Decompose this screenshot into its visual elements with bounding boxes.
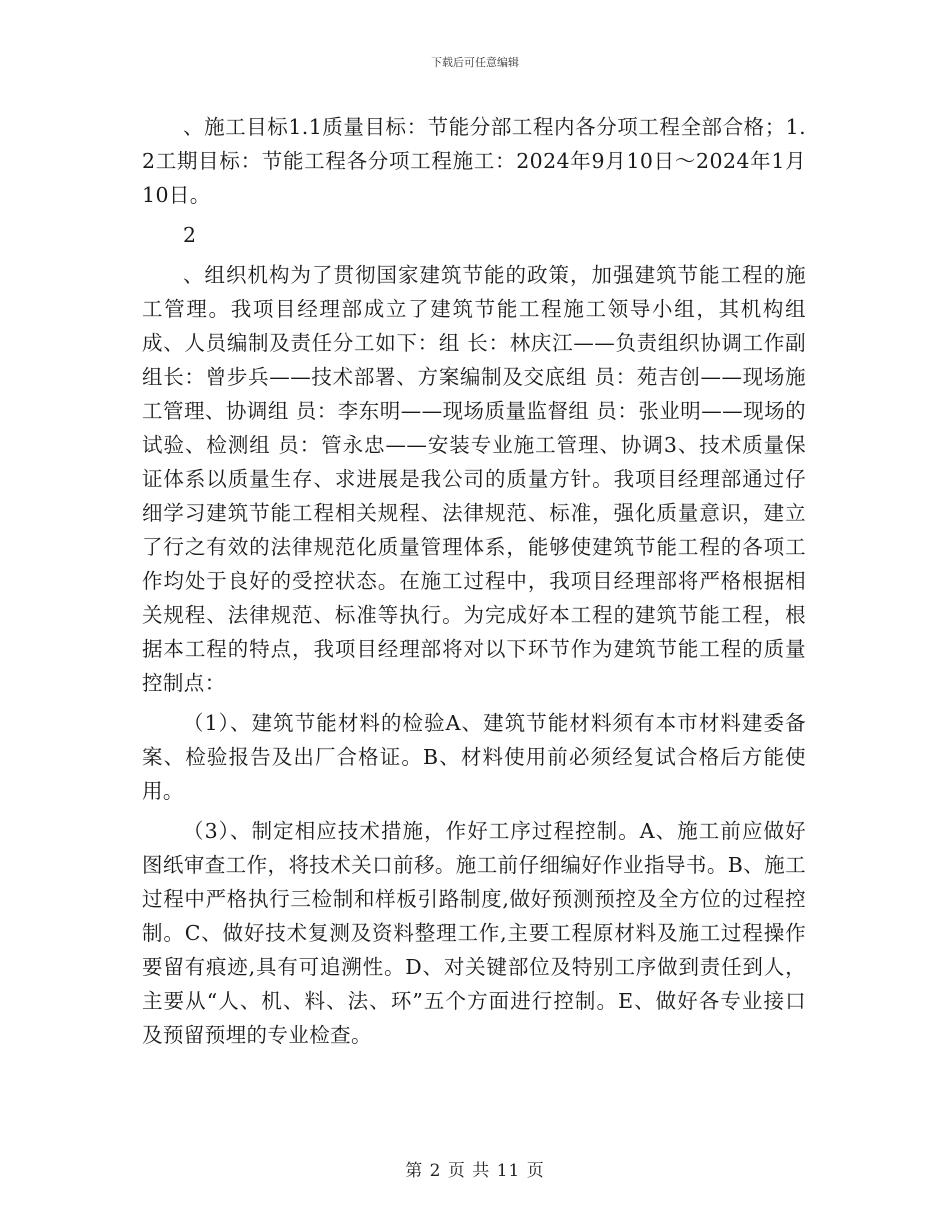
paragraph-construction-goals: 、施工目标1.1质量目标：节能分部工程内各分项工程全部合格；1.2工期目标：节能工程各分项工程施工：2024年9月10日～2024年1月10日。 (142, 115, 806, 207)
page-header: 下载后可任意编辑 (431, 56, 519, 69)
paragraph-material-inspection: （1）、建筑节能材料的检验A、建筑节能材料须有本市材料建委备案、检验报告及出厂合格证。B、材料使用前必须经复试合格后方能使用。 (142, 711, 806, 803)
page-footer: 第 2 页 共 11 页 (405, 1161, 545, 1181)
document-body (142, 110, 806, 1058)
paragraph-organization: 、组织机构为了贯彻国家建筑节能的政策，加强建筑节能工程的施工管理。我项目经理部成立了建筑节能工程施工领导小组，其机构组成、人员编制及责任分工如下：组 长：林庆江——负责组织协调工作副组长：曾步兵——技术部署、方案编制及交底组 员：苑吉创——现场施工管理、协调组 员：李东明——现场质量监督组 员：张业明——现场的试验、检测组 员：管永忠——安装专业施工管理、协调3、技术质量保证体系以质量生存、求进展是我公司的质量方针。我项目经理部通过仔细学习建筑节能工程相关规程、法律规范、标准，强化质量意识，建立了行之有效的法律规范化质量管理体系，能够使建筑节能工程的各项工作均处于良好的受控状态。在施工过程中，我项目经理部将严格根据相关规程、法律规范、标准等执行。为完成好本工程的建筑节能工程，根据本工程的特点，我项目经理部将对以下环节作为建筑节能工程的质量控制点： (142, 263, 806, 695)
paragraph-technical-measures: （3）、制定相应技术措施，作好工序过程控制。A、施工前应做好图纸审查工作，将技术关口前移。施工前仔细编好作业指导书。B、施工过程中严格执行三检制和样板引路制度,做好预测预控及全方位的过程控制。C、做好技术复测及资料整理工作,主要工程原材料及施工过程操作要留有痕迹,具有可追溯性。D、对关键部位及特别工序做到责任到人，主要从“人、机、料、法、环”五个方面进行控制。E、做好各专业接口及预留预埋的专业检查。 (142, 819, 806, 1047)
section-number: 2 (183, 223, 197, 247)
